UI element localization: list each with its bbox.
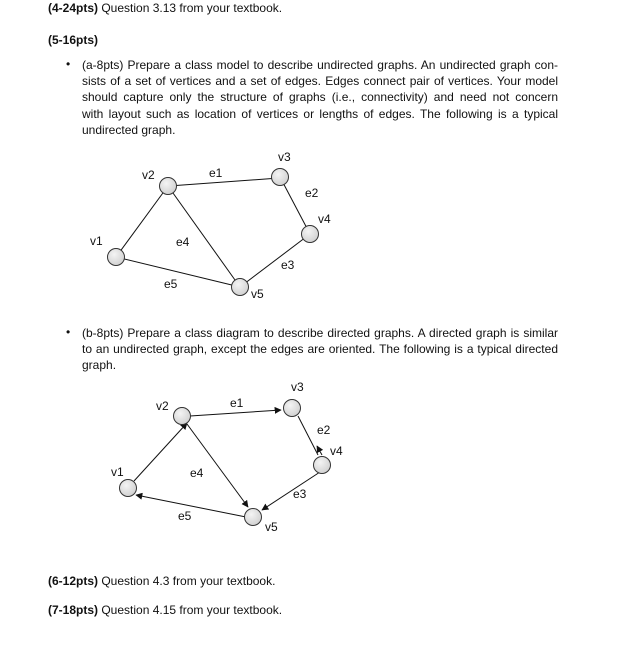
vertex-v5	[245, 509, 262, 526]
question-4-text: Question 3.13 from your textbook.	[98, 1, 283, 15]
part-b-line: (b-8pts) Prepare a class diagram to describe directed graphs. A directed graph is similar	[82, 326, 558, 340]
question-7-text: Question 4.15 from your textbook.	[98, 603, 283, 617]
vertex-v1	[108, 249, 125, 266]
edge-e2-tail	[298, 416, 318, 455]
label-v5: v5	[265, 520, 278, 534]
vertex-v3	[284, 400, 301, 417]
vertex-v2	[174, 408, 191, 425]
label-e1: e1	[209, 166, 223, 180]
question-4-label: (4-24pts)	[48, 1, 99, 15]
label-e2: e2	[317, 423, 331, 437]
part-a-line: undirected graph.	[82, 122, 176, 137]
question-6-label: (6-12pts)	[48, 574, 99, 588]
label-e4: e4	[190, 466, 204, 480]
bullet-a: •	[66, 57, 71, 71]
question-6-text: Question 4.3 from your textbook.	[98, 574, 276, 588]
part-b-line: to an undirected graph, except the edges are oriented. The following is a typical directed	[82, 342, 558, 357]
question-7-label: (7-18pts)	[48, 603, 99, 617]
vertex-v1	[120, 480, 137, 497]
edge-v1-v2	[116, 186, 168, 257]
edge-e1	[169, 178, 279, 186]
part-a-line: sists of a set of vertices and a set of edges. Edges connect pair of vertices. Your model	[82, 74, 558, 89]
label-v4: v4	[330, 444, 343, 458]
edge-v1-v2	[134, 423, 187, 481]
label-e5: e5	[178, 509, 192, 523]
label-v1: v1	[111, 465, 124, 479]
part-a-line: should capture only the structure of graphs (i.e., connectivity) and need not concern	[82, 90, 558, 105]
label-e4: e4	[176, 235, 190, 249]
bullet-b: •	[66, 325, 71, 339]
label-e3: e3	[293, 487, 307, 501]
part-a-line: (a-8pts) Prepare a class model to describe undirected graphs. An undirected graph con-	[82, 58, 558, 72]
part-b-line: graph.	[82, 358, 117, 373]
label-v4: v4	[318, 212, 331, 226]
label-v2: v2	[156, 399, 169, 413]
directed-graph	[111, 380, 343, 534]
part-a-line: with layout such as location of vertices or lengths of edges. The following is a typical	[82, 106, 558, 121]
edge-e3	[240, 234, 310, 287]
label-e2: e2	[305, 186, 319, 200]
question-5-label: (5-16pts)	[48, 33, 99, 47]
label-e5: e5	[164, 277, 178, 291]
undirected-graph	[90, 150, 331, 301]
edge-e1	[190, 410, 281, 416]
vertex-v4	[302, 226, 319, 243]
label-v3: v3	[278, 150, 291, 164]
vertex-v5	[232, 279, 249, 296]
label-v2: v2	[142, 168, 155, 182]
vertex-v2	[160, 178, 177, 195]
label-v5: v5	[251, 287, 264, 301]
vertex-v3	[272, 169, 289, 186]
edge-e3	[262, 472, 320, 510]
label-e1: e1	[230, 396, 244, 410]
label-e3: e3	[281, 258, 295, 272]
label-v1: v1	[90, 234, 103, 248]
vertex-v4	[314, 457, 331, 474]
label-v3: v3	[291, 380, 304, 394]
